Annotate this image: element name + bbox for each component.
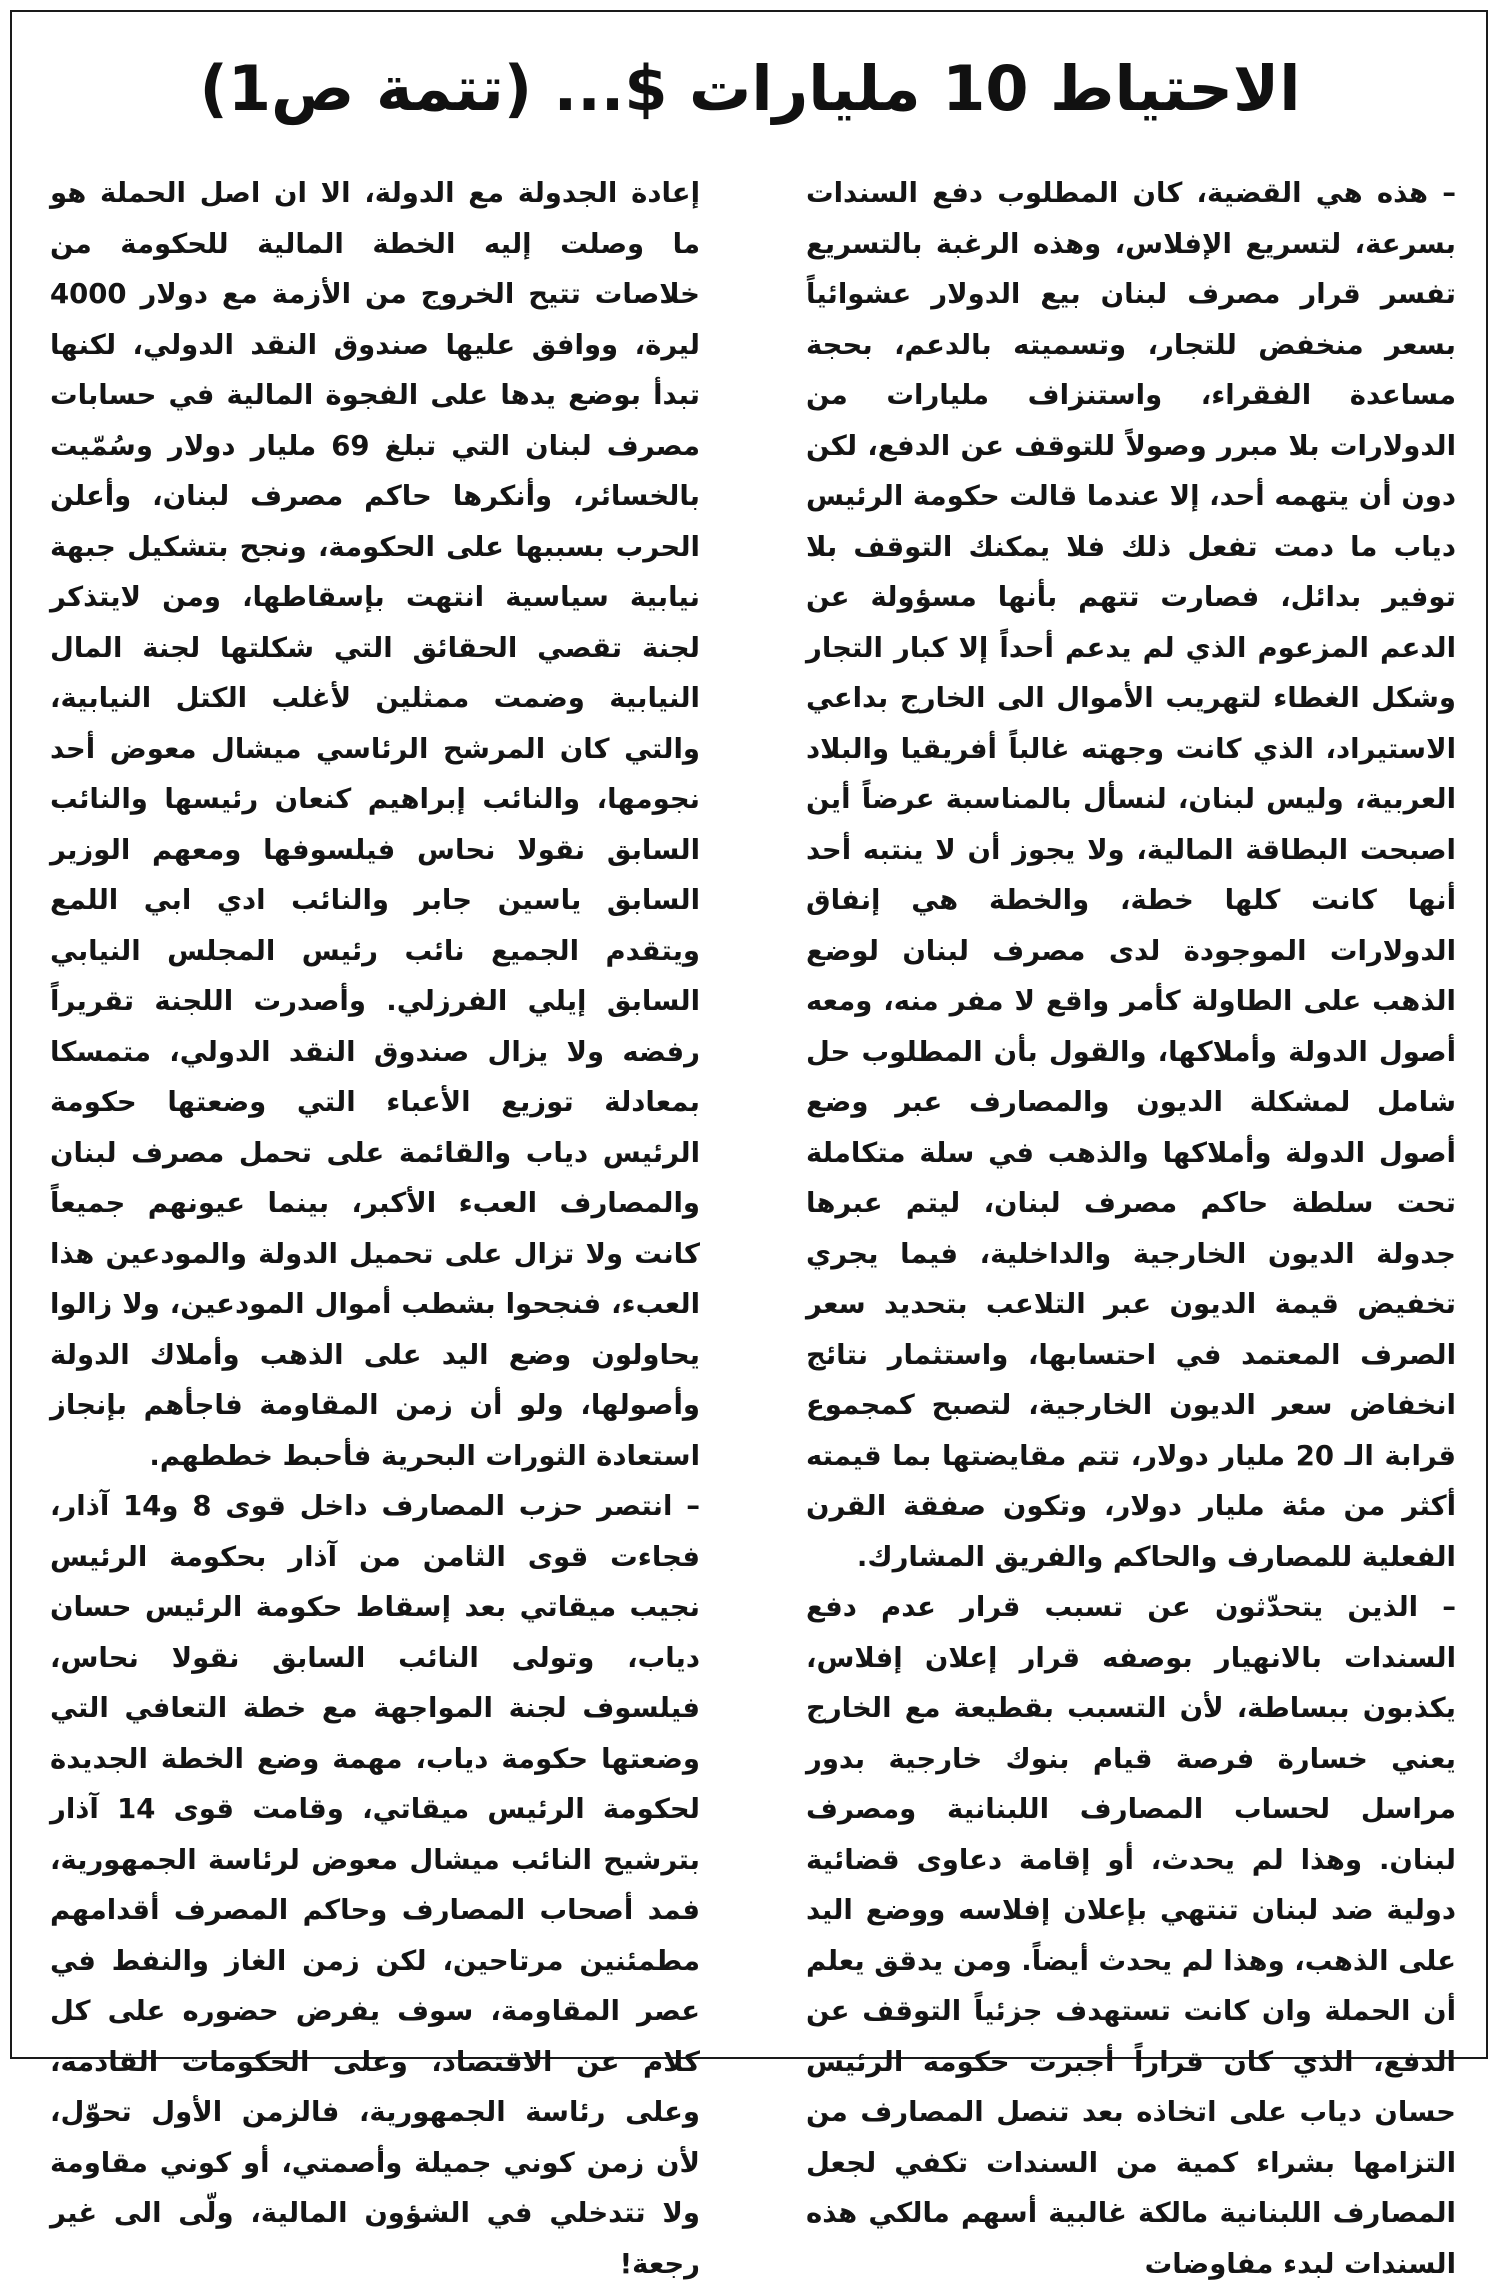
right-column-paragraph-2: – الذين يتحدّثون عن تسبب قرار عدم دفع السندات بالانهيار بوصفه قرار إعلان إفلاس، يكذبون ببساطة، لأن التسبب بقطيعة مع الخارج يعني خسارة فرصة قيام بنوك خارجية بدور مراسل لحساب المصارف اللبنانية ومصرف لبنان. وهذا لم يحدث، أو إقامة دعاوى قضائية دولية ضد لبنان تنتهي بإعلان إفلاسه ووضع اليد على الذهب، وهذا لم يحدث أيضاً. ومن يدقق يعلم أن الحملة وان كانت تستهدف جزئياً التوقف عن الدفع، الذي كان قراراً أجبرت حكومة الرئيس حسان دياب على اتخاذه بعد تنصل المصارف من التزامها بشراء كمية من السندات تكفي لجعل المصارف اللبنانية مالكة غالبية أسهم مالكي هذه السندات لبدء مفاوضات xyxy=(806,1591,1456,2280)
right-column xyxy=(806,168,1457,2280)
article-headline: الاحتياط 10 مليارات $... (تتمة ص1) xyxy=(199,52,1301,125)
left-column-paragraph-2: – انتصر حزب المصارف داخل قوى 8 و14 آذار، فجاءت قوى الثامن من آذار بحكومة الرئيس نجيب ميقاتي بعد إسقاط حكومة الرئيس حسان دياب، وتولى النائب السابق نقولا نحاس، فيلسوف لجنة المواجهة مع خطة التعافي التي وضعتها حكومة دياب، مهمة وضع الخطة الجديدة لحكومة الرئيس ميقاتي، وقامت قوى 14 آذار بترشيح النائب ميشال معوض لرئاسة الجمهورية، فمد أصحاب المصارف وحاكم المصرف أقدامهم مطمئنين مرتاحين، لكن زمن الغاز والنفط في عصر المقاومة، سوف يفرض حضوره على كل كلام عن الاقتصاد، وعلى الحكومات القادمة، وعلى رئاسة الجمهورية، فالزمن الأول تحوّل، لأن زمن كوني جميلة وأصمتي، أو كوني مقاومة ولا تتدخلي في الشؤون المالية، ولّى الى غير رجعة! xyxy=(50,1490,700,2280)
right-column-paragraph-1: – هذه هي القضية، كان المطلوب دفع السندات بسرعة، لتسريع الإفلاس، وهذه الرغبة بالتسريع تفسر قرار مصرف لبنان بيع الدولار عشوائياً بسعر منخفض للتجار، وتسميته بالدعم، بحجة مساعدة الفقراء، واستنزاف مليارات من الدولارات بلا مبرر وصولاً للتوقف عن الدفع، لكن دون أن يتهمه أحد، إلا عندما قالت حكومة الرئيس دياب ما دمت تفعل ذلك فلا يمكنك التوقف بلا توفير بدائل، فصارت تتهم بأنها مسؤولة عن الدعم المزعوم الذي لم يدعم أحداً إلا كبار التجار وشكل الغطاء لتهريب الأموال الى الخارج بداعي الاستيراد، الذي كانت وجهته غالباً أفريقيا والبلاد العربية، وليس لبنان، لنسأل بالمناسبة عرضاً أين اصبحت البطاقة المالية، ولا يجوز أن لا ينتبه أحد أنها كانت كلها خطة، والخطة هي إنفاق الدولارات الموجودة لدى مصرف لبنان لوضع الذهب على الطاولة كأمر واقع لا مفر منه، ومعه أصول الدولة وأملاكها، والقول بأن المطلوب حل شامل لمشكلة الديون والمصارف عبر وضع أصول الدولة وأملاكها والذهب في سلة متكاملة تحت سلطة حاكم مصرف لبنان، ليتم عبرها جدولة الديون الخارجية والداخلية، فيما يجري تخفيض قيمة الديون عبر التلاعب بتحديد سعر الصرف المعتمد في احتسابها، واستثمار نتائج انخفاض سعر الديون الخارجية، لتصبح كمجموع قرابة الـ 20 مليار دولار، تتم مقايضتها بما قيمته أكثر من مئة مليار دولار، وتكون صفقة القرن الفعلية للمصارف والحاكم والفريق المشارك. xyxy=(806,177,1457,1573)
left-column-paragraph-1: إعادة الجدولة مع الدولة، الا ان اصل الحملة هو ما وصلت إليه الخطة المالية للحكومة من خلاصات تتيح الخروج من الأزمة مع دولار 4000 ليرة، ووافق عليها صندوق النقد الدولي، لكنها تبدأ بوضع يدها على الفجوة المالية في حسابات مصرف لبنان التي تبلغ 69 مليار دولار وسُمّيت بالخسائر، وأنكرها حاكم مصرف لبنان، وأعلن الحرب بسببها على الحكومة، ونجح بتشكيل جبهة نيابية سياسية انتهت بإسقاطها، ومن لايتذكر لجنة تقصي الحقائق التي شكلتها لجنة المال النيابية وضمت ممثلين لأغلب الكتل النيابية، والتي كان المرشح الرئاسي ميشال معوض أحد نجومها، والنائب إبراهيم كنعان رئيسها والنائب السابق نقولا نحاس فيلسوفها ومعهم الوزير السابق ياسين جابر والنائب ادي ابي اللمع ويتقدم الجميع نائب رئيس المجلس النيابي السابق إيلي الفرزلي. وأصدرت اللجنة تقريراً رفضه ولا يزال صندوق النقد الدولي، متمسكا بمعادلة توزيع الأعباء التي وضعتها حكومة الرئيس دياب والقائمة على تحمل مصرف لبنان والمصارف العبء الأكبر، بينما عيونهم جميعاً كانت ولا تزال على تحميل الدولة والمودعين هذا العبء، فنجحوا بشطب أموال المودعين، ولا زالوا يحاولون وضع اليد على الذهب وأملاك الدولة وأصولها، ولو أن زمن المقاومة فاجأهم بإنجاز استعادة الثورات البحرية فأحبط خططهم. xyxy=(50,177,700,1472)
left-column xyxy=(50,168,700,2280)
